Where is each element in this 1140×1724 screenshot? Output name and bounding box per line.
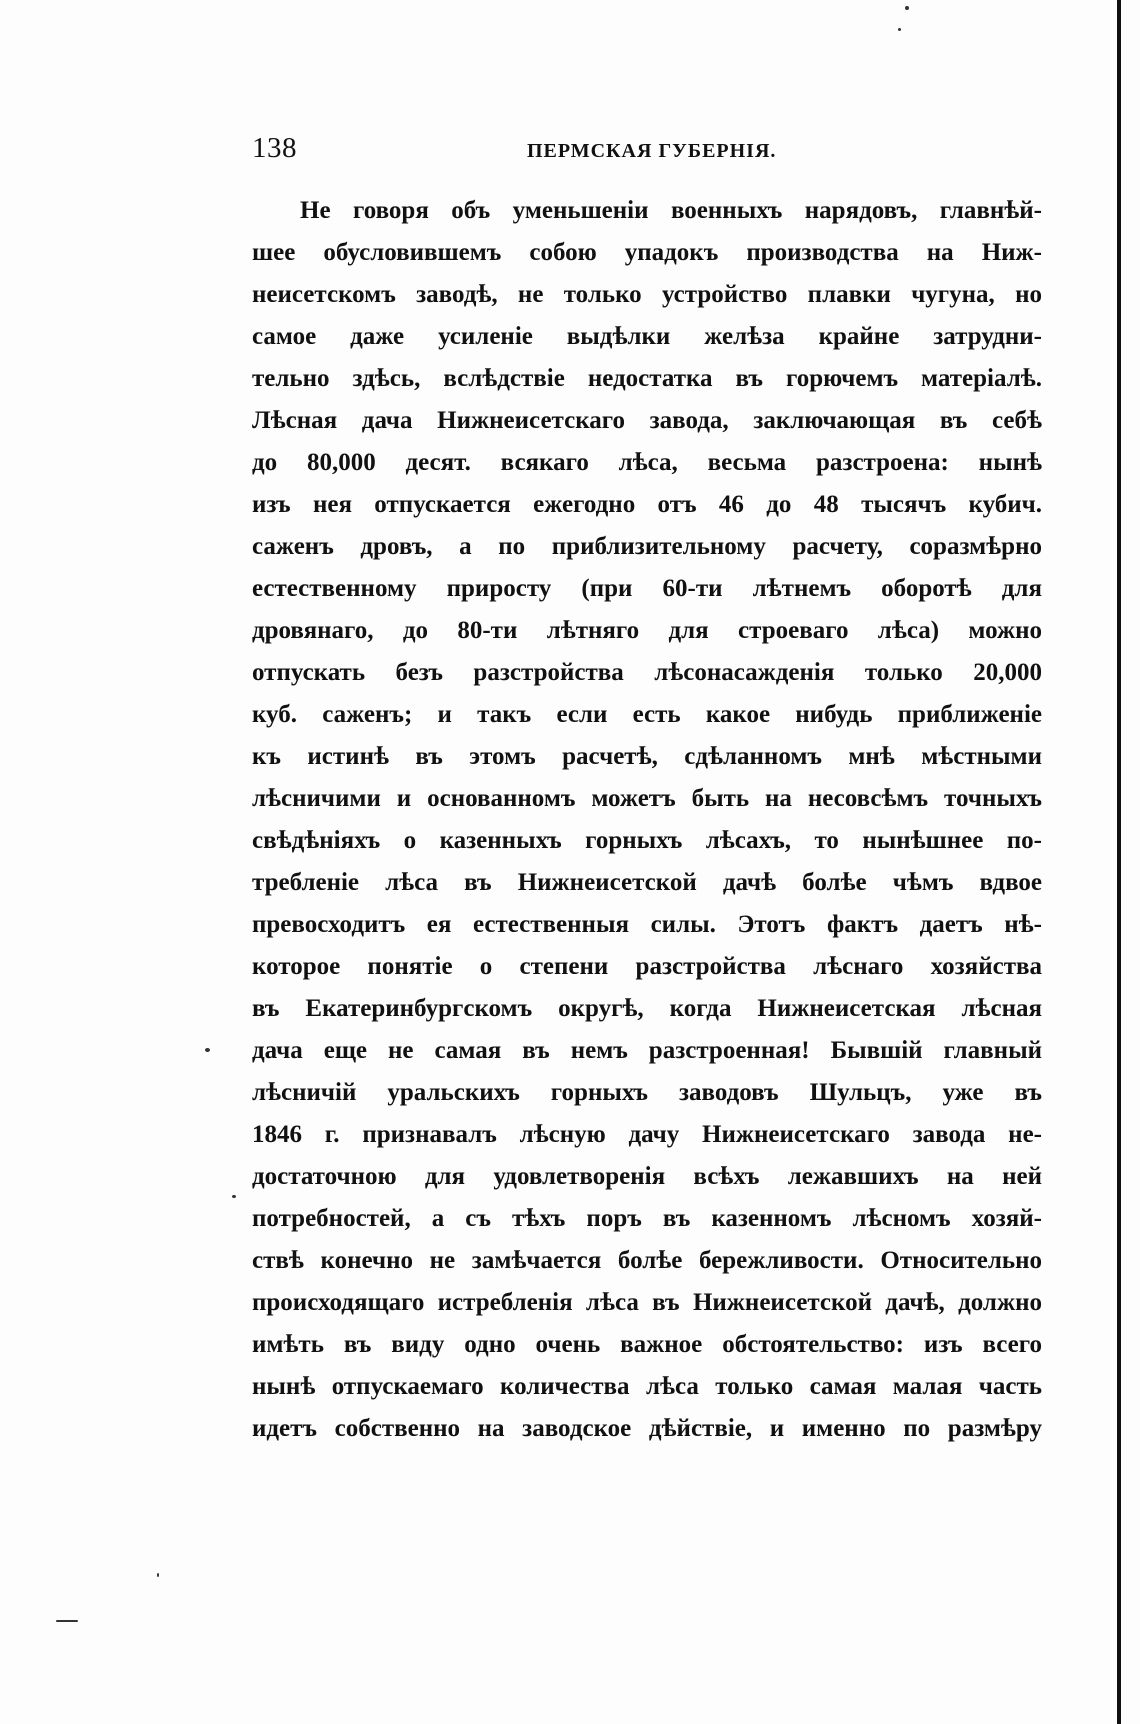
text-line: ствѣ конечно не замѣчается болѣе бережливости. Относительно (252, 1247, 1042, 1274)
text-line: достаточною для удовлетворенія всѣхъ лежавшихъ на ней (252, 1163, 1042, 1190)
text-line: нынѣ отпускаемаго количества лѣса только самая малая часть (252, 1373, 1042, 1400)
text-line: имѣть въ виду одно очень важное обстоятельство: изъ всего (252, 1331, 1042, 1358)
page-header (252, 130, 1042, 174)
text-line: неисетскомъ заводѣ, не только устройство плавки чугуна, но (252, 281, 1042, 308)
text-line: въ Екатеринбургскомъ округѣ, когда Нижнеисетская лѣсная (252, 995, 1042, 1022)
text-line: лѣсничій уральскихъ горныхъ заводовъ Шульцъ, уже въ (252, 1079, 1042, 1106)
text-line: естественному приросту (при 60-ти лѣтнемъ оборотѣ для (252, 575, 1042, 602)
text-line: требленіе лѣса въ Нижнеисетской дачѣ болѣе чѣмъ вдвое (252, 869, 1042, 896)
text-line: потребностей, а съ тѣхъ поръ въ казенномъ лѣсномъ хозяй- (252, 1205, 1042, 1232)
text-line: которое понятіе о степени разстройства лѣснаго хозяйства (252, 953, 1042, 980)
text-line: лѣсничими и основанномъ можетъ быть на несовсѣмъ точныхъ (252, 785, 1042, 812)
text-line: происходящаго истребленія лѣса въ Нижнеисетской дачѣ, должно (252, 1289, 1042, 1316)
scan-speck (232, 1195, 236, 1198)
text-line: отпускать безъ разстройства лѣсонасажденія только 20,000 (252, 659, 1042, 686)
text-line: самое даже усиленіе выдѣлки желѣза крайне затрудни- (252, 323, 1042, 350)
text-line: превосходитъ ея естественныя силы. Этотъ фактъ даетъ нѣ- (252, 911, 1042, 938)
text-line: дача еще не самая въ немъ разстроенная! Бывшій главный (252, 1037, 1042, 1064)
running-head: ПЕРМСКАЯ ГУБЕРНІЯ. (527, 140, 777, 162)
text-line: куб. саженъ; и такъ если есть какое нибудь приближеніе (252, 701, 1042, 728)
text-line: 1846 г. признавалъ лѣсную дачу Нижнеисетскаго завода не- (252, 1121, 1042, 1148)
text-line: къ истинѣ въ этомъ расчетѣ, сдѣланномъ мнѣ мѣстными (252, 743, 1042, 770)
scan-speck (905, 6, 909, 10)
text-line: до 80,000 десят. всякаго лѣса, весьма разстроена: нынѣ (252, 449, 1042, 476)
text-line: Лѣсная дача Нижнеисетскаго завода, заключающая въ себѣ (252, 407, 1042, 434)
text-line: изъ нея отпускается ежегодно отъ 46 до 48 тысячъ кубич. (252, 491, 1042, 518)
text-line: дровянаго, до 80-ти лѣтняго для строеваго лѣса) можно (252, 617, 1042, 644)
page-edge-rule (1117, 0, 1121, 1724)
page-number: 138 (252, 132, 297, 164)
text-line: Не говоря объ уменьшеніи военныхъ нарядовъ, главнѣй- (300, 197, 1042, 224)
text-line: идетъ собственно на заводское дѣйствіе, и именно по размѣру (252, 1415, 1042, 1442)
text-line: тельно здѣсь, вслѣдствіе недостатка въ горючемъ матеріалѣ. (252, 365, 1042, 392)
scan-speck (157, 1573, 159, 1577)
body-text (252, 190, 1042, 1450)
scan-speck (205, 1048, 210, 1052)
scan-speck (56, 1620, 78, 1622)
scan-speck (898, 28, 901, 31)
text-line: саженъ дровъ, а по приблизительному расчету, соразмѣрно (252, 533, 1042, 560)
text-line: свѣдѣніяхъ о казенныхъ горныхъ лѣсахъ, то нынѣшнее по- (252, 827, 1042, 854)
text-line: шее обусловившемъ собою упадокъ производства на Ниж- (252, 239, 1042, 266)
